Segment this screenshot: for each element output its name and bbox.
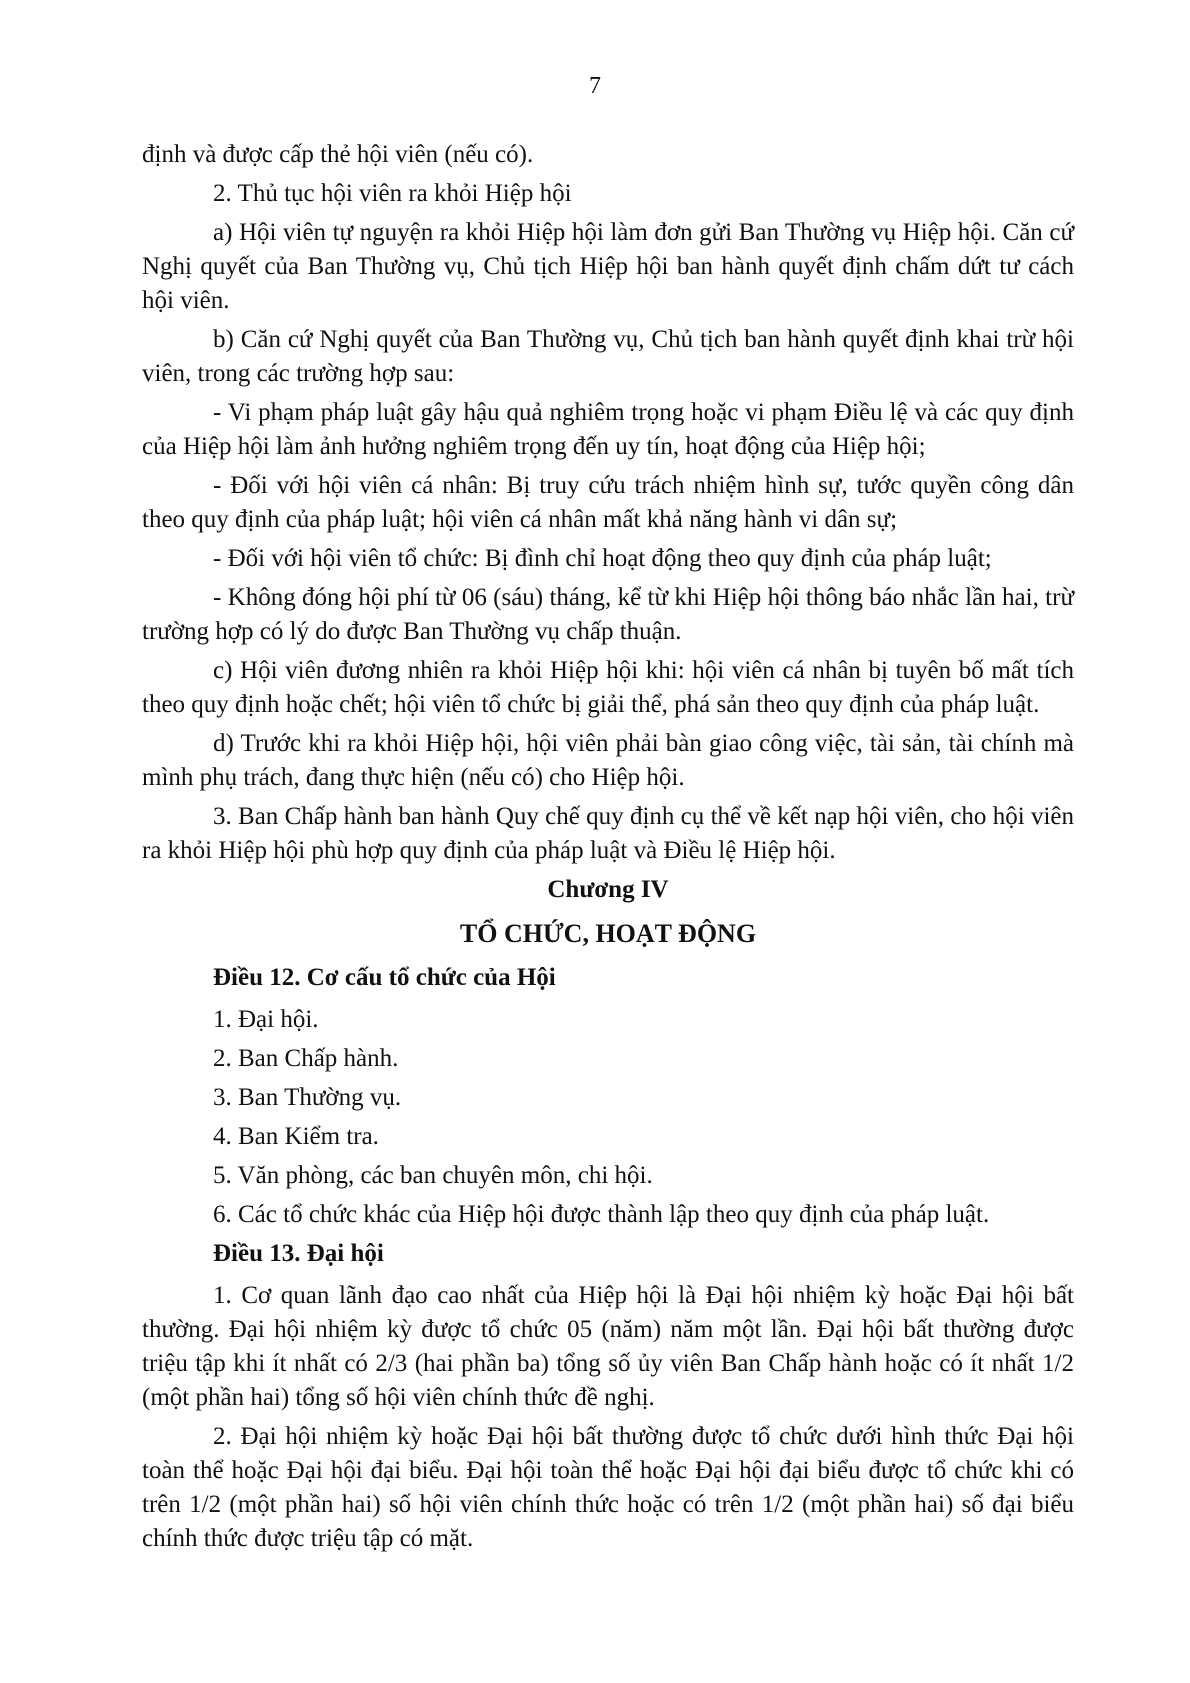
chapter-title: TỔ CHỨC, HOẠT ĐỘNG (459, 919, 757, 948)
paragraph: định và được cấp thẻ hội viên (nếu có). (142, 141, 534, 168)
list-item: 5. Văn phòng, các ban chuyên môn, chi hội. (213, 1162, 653, 1189)
paragraph: a) Hội viên tự nguyện ra khỏi Hiệp hội làm đơn gửi Ban Thường vụ Hiệp hội. Căn cứ Nghị quyết của Ban Thường vụ, Chủ tịch Hiệp hội ban hành quyết định chấm dứt tư cách hội viên. (142, 219, 1074, 314)
paragraph: 1. Cơ quan lãnh đạo cao nhất của Hiệp hội là Đại hội nhiệm kỳ hoặc Đại hội bất thường. Đại hội nhiệm kỳ được tổ chức 05 (năm) năm một lần. Đại hội bất thường được triệu tập khi ít nhất có 2/3 (hai phần ba) tổng số ủy viên Ban Chấp hành hoặc có ít nhất 1/2 (một phần hai) tổng số hội viên chính thức đề nghị. (142, 1282, 1074, 1411)
document-body (142, 138, 1074, 1561)
paragraph: c) Hội viên đương nhiên ra khỏi Hiệp hội khi: hội viên cá nhân bị tuyên bố mất tích theo quy định hoặc chết; hội viên tổ chức bị giải thể, phá sản theo quy định của pháp luật. (142, 657, 1074, 718)
list-item: 2. Ban Chấp hành. (213, 1045, 399, 1072)
paragraph: b) Căn cứ Nghị quyết của Ban Thường vụ, Chủ tịch ban hành quyết định khai trừ hội viên, trong các trường hợp sau: (142, 326, 1074, 387)
paragraph: 2. Thủ tục hội viên ra khỏi Hiệp hội (213, 180, 572, 207)
chapter-label: Chương IV (547, 876, 669, 903)
paragraph: - Đối với hội viên cá nhân: Bị truy cứu trách nhiệm hình sự, tước quyền công dân theo quy định của pháp luật; hội viên cá nhân mất khả năng hành vi dân sự; (142, 472, 1074, 533)
article-13-heading: Điều 13. Đại hội (213, 1240, 384, 1267)
paragraph: 3. Ban Chấp hành ban hành Quy chế quy định cụ thể về kết nạp hội viên, cho hội viên ra khỏi Hiệp hội phù hợp quy định của pháp luật và Điều lệ Hiệp hội. (142, 803, 1074, 864)
paragraph: - Đối với hội viên tổ chức: Bị đình chỉ hoạt động theo quy định của pháp luật; (213, 545, 992, 572)
article-12-heading: Điều 12. Cơ cấu tổ chức của Hội (213, 964, 556, 991)
paragraph: 2. Đại hội nhiệm kỳ hoặc Đại hội bất thường được tổ chức dưới hình thức Đại hội toàn thể hoặc Đại hội đại biểu. Đại hội toàn thể hoặc Đại hội đại biểu được tổ chức khi có trên 1/2 (một phần hai) số hội viên chính thức hoặc có trên 1/2 (một phần hai) số đại biểu chính thức được triệu tập có mặt. (142, 1423, 1074, 1552)
page-number: 7 (589, 73, 601, 99)
paragraph: - Vi phạm pháp luật gây hậu quả nghiêm trọng hoặc vi phạm Điều lệ và các quy định của Hiệp hội làm ảnh hưởng nghiêm trọng đến uy tín, hoạt động của Hiệp hội; (142, 399, 1074, 460)
paragraph: - Không đóng hội phí từ 06 (sáu) tháng, kể từ khi Hiệp hội thông báo nhắc lần hai, trừ trường hợp có lý do được Ban Thường vụ chấp thuận. (142, 584, 1074, 645)
list-item: 1. Đại hội. (213, 1006, 319, 1033)
list-item: 4. Ban Kiểm tra. (213, 1123, 379, 1150)
list-item: 3. Ban Thường vụ. (213, 1084, 402, 1111)
list-item: 6. Các tổ chức khác của Hiệp hội được thành lập theo quy định của pháp luật. (213, 1201, 990, 1228)
paragraph: d) Trước khi ra khỏi Hiệp hội, hội viên phải bàn giao công việc, tài sản, tài chính mà mình phụ trách, đang thực hiện (nếu có) cho Hiệp hội. (142, 730, 1074, 791)
